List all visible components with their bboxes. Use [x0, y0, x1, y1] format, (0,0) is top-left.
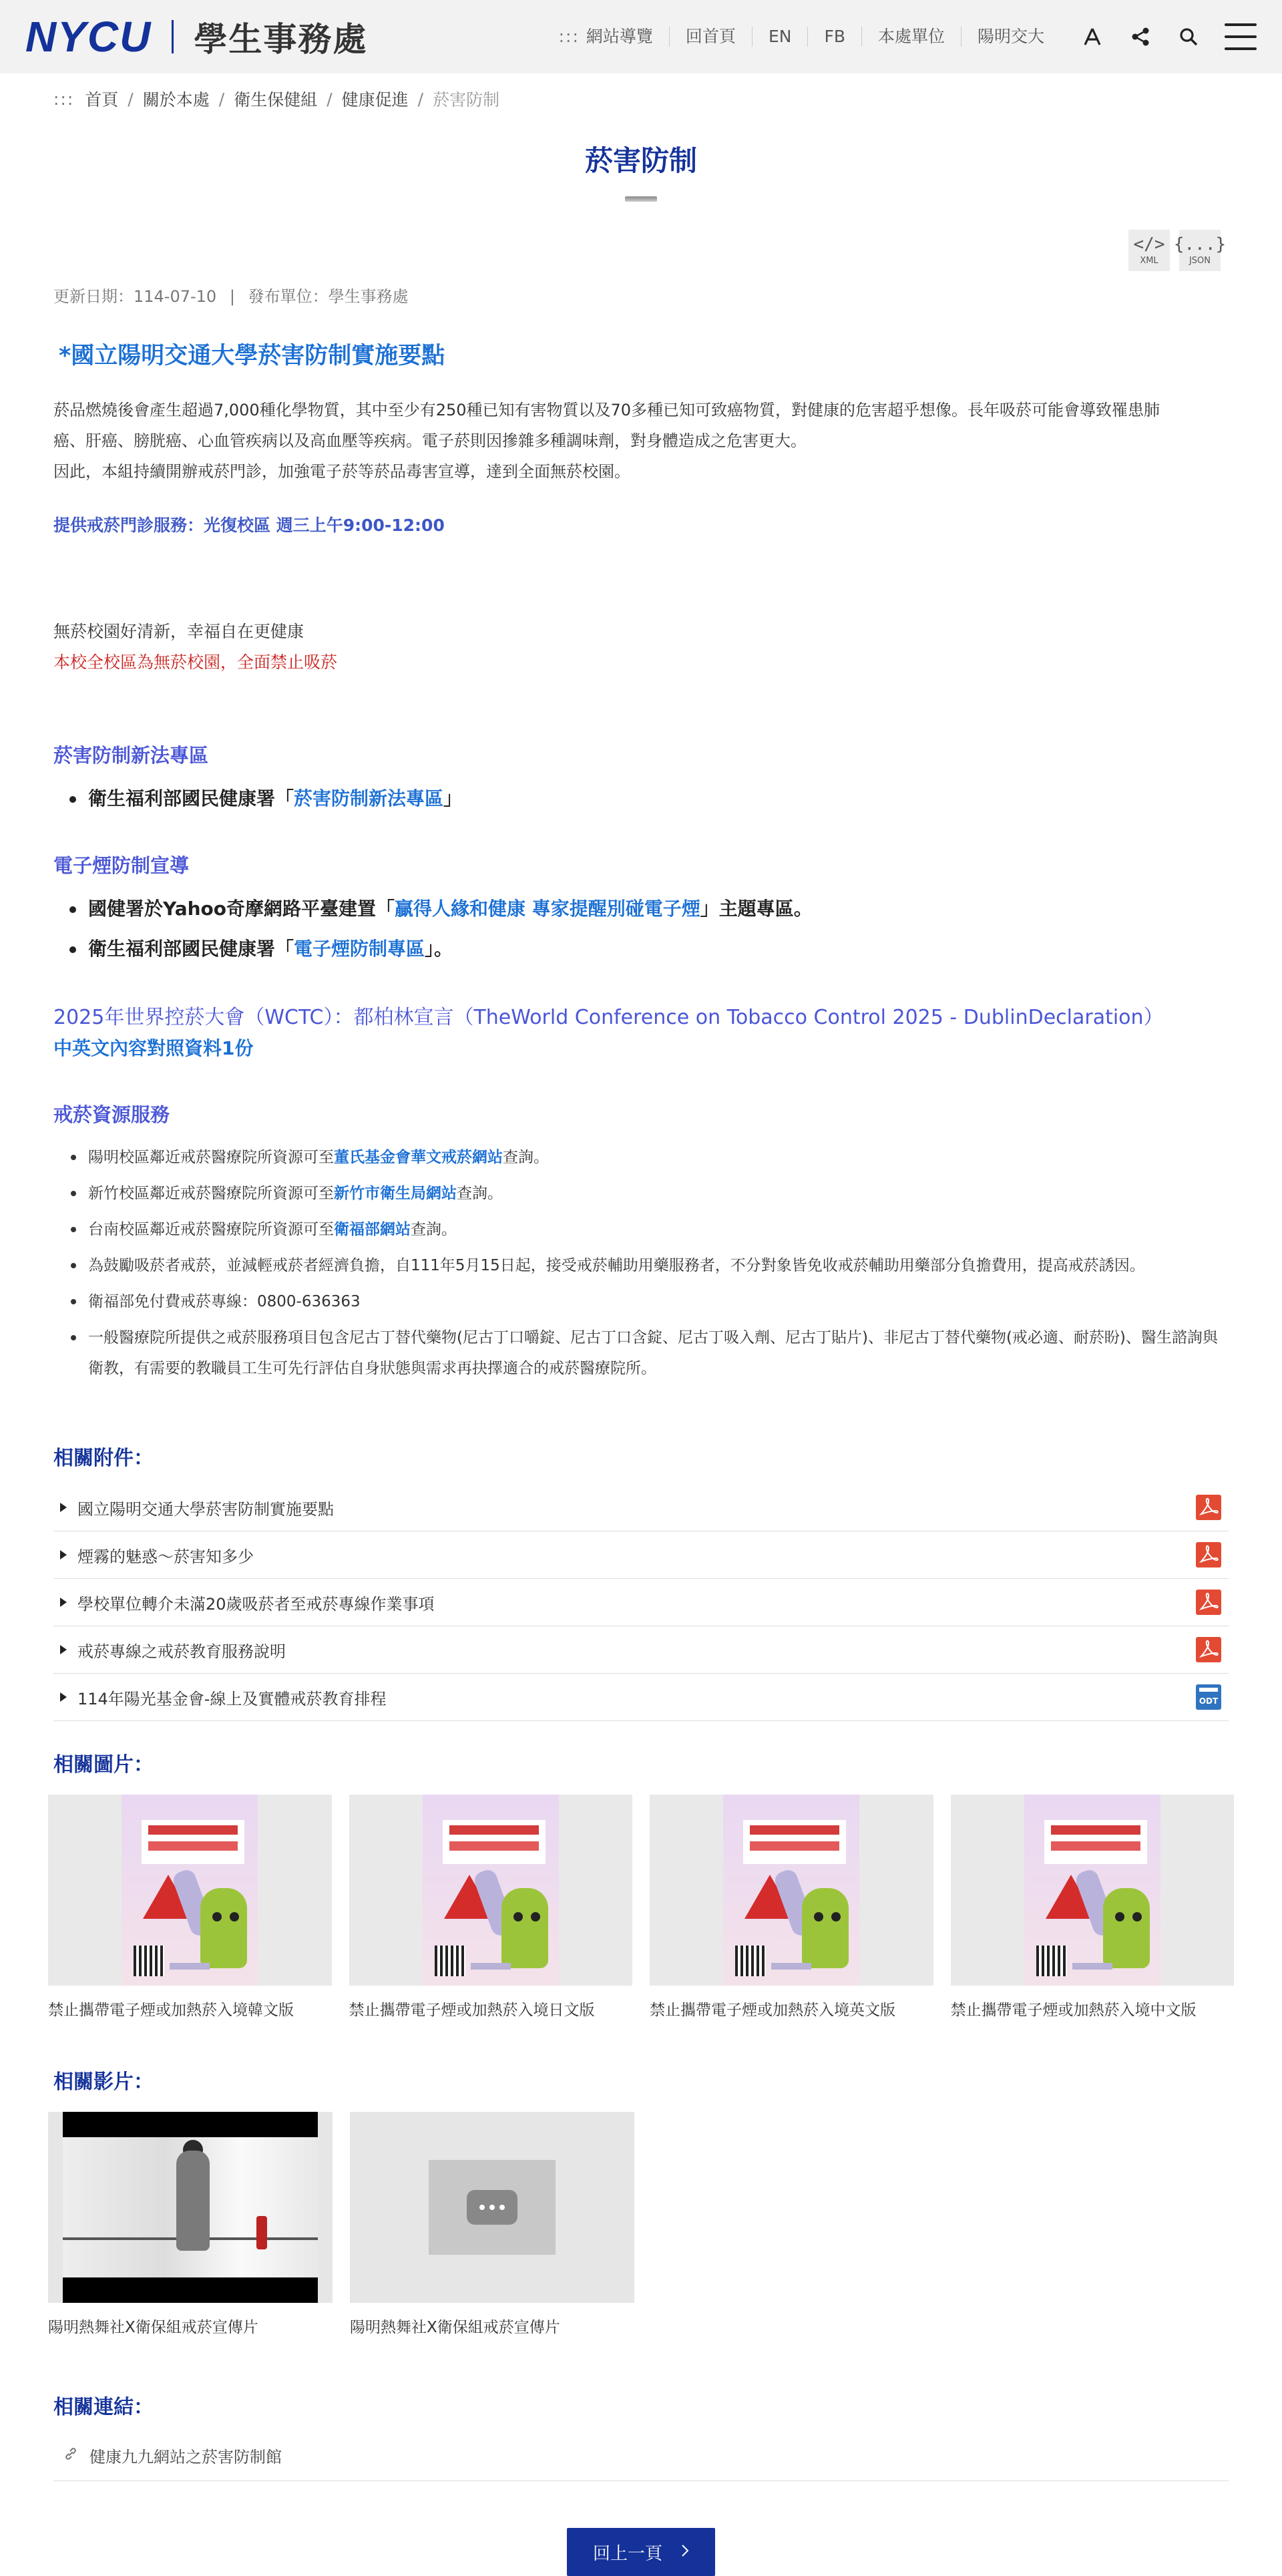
- pdf-icon[interactable]: [1195, 1589, 1222, 1616]
- video-caption: 陽明熱舞社X衛保組戒菸宣傳片: [48, 2319, 258, 2336]
- attachment-item[interactable]: [53, 1531, 1229, 1579]
- caret-right-icon: [60, 1503, 67, 1512]
- pictures-heading: 相關圖片：: [53, 1753, 154, 1777]
- json-label: JSON: [1189, 255, 1211, 266]
- videos-heading: 相關影片：: [53, 2070, 154, 2094]
- new-law-link[interactable]: 菸害防制新法專區: [294, 787, 444, 809]
- top-nav: [543, 27, 1060, 47]
- nav-facebook[interactable]: FB: [808, 27, 862, 47]
- header-tools: [1080, 25, 1201, 49]
- jtf-link[interactable]: 董氏基金會華文戒菸網站: [334, 1149, 503, 1166]
- breadcrumb: [0, 73, 1282, 111]
- clinic-info: 提供戒菸門診服務：光復校區 週三上午9:00-12:00: [53, 516, 445, 535]
- list-item: 國健署於Yahoo奇摩網路平臺建置「贏得人緣和健康 專家提醒別碰電子煙」主題專區。: [53, 893, 1229, 925]
- caret-right-icon: [60, 1598, 67, 1607]
- links-heading: 相關連結：: [53, 2396, 154, 2419]
- share-icon[interactable]: [1128, 25, 1152, 49]
- list-item: 為鼓勵吸菸者戒菸，並減輕戒菸者經濟負擔，自111年5月15日起，接受戒菸輔助用藥服務者，不分對象皆免收戒菸輔助用藥部分負擔費用，提高戒菸誘因。: [53, 1250, 1229, 1281]
- chevron-right-icon: [681, 2542, 689, 2562]
- hamburger-menu-icon[interactable]: [1225, 23, 1257, 50]
- search-icon[interactable]: [1177, 25, 1201, 49]
- picture-caption: 禁止攜帶電子煙或加熱菸入境中文版: [950, 2002, 1197, 2019]
- new-law-list: [53, 783, 1229, 815]
- breadcrumb-current: 菸害防制: [433, 90, 500, 110]
- poster-image: [723, 1795, 859, 1986]
- ecig-list: [53, 893, 1229, 965]
- intro-paragraph: [53, 395, 1229, 487]
- more-icon[interactable]: [467, 2190, 517, 2225]
- video-placeholder: [429, 2160, 556, 2255]
- ecig-zone-link[interactable]: 電子煙防制專區: [294, 938, 425, 960]
- picture-card[interactable]: [349, 1795, 633, 2020]
- site-name: 學生事務處: [194, 20, 368, 59]
- attachments-heading: 相關附件：: [53, 1447, 154, 1470]
- picture-caption: 禁止攜帶電子煙或加熱菸入境日文版: [349, 2002, 595, 2019]
- svg-text:ODT: ODT: [1199, 1696, 1219, 1706]
- nycu-logo: NYCU: [25, 13, 152, 61]
- xml-export-button[interactable]: [1128, 230, 1170, 271]
- back-wrap: [0, 2528, 1282, 2576]
- doc-title-link[interactable]: *國立陽明交通大學菸害防制實施要點: [59, 343, 445, 369]
- picture-thumbnail[interactable]: [48, 1795, 332, 1986]
- attachment-name[interactable]: 學校單位轉介未滿20歲吸菸者至戒菸專線作業事項: [77, 1594, 435, 1614]
- odt-icon[interactable]: [1195, 1684, 1222, 1710]
- page-title: 菸害防制: [584, 144, 697, 177]
- wctc-link[interactable]: 2025年世界控菸大會（WCTC）：都柏林宣言（TheWorld Conference on Tobacco Control 2025 - DublinDeclaration）: [53, 1006, 1164, 1029]
- attachment-list: [53, 1484, 1229, 1721]
- list-item: 新竹校區鄰近戒菸醫療院所資源可至新竹市衛生局網站查詢。: [53, 1178, 1229, 1209]
- list-item: 衛生福利部國民健康署「電子煙防制專區」。: [53, 933, 1229, 965]
- slogan-text: 無菸校園好清新，幸福自在更健康: [53, 622, 304, 641]
- picture-gallery: [0, 1795, 1282, 2020]
- list-item: 衛福部免付費戒菸專線：0800-636363: [53, 1286, 1229, 1317]
- caret-right-icon: [60, 1550, 67, 1559]
- back-button[interactable]: [567, 2528, 715, 2576]
- updated-date: 更新日期：114-07-10: [53, 287, 217, 306]
- accesskey-marker[interactable]: :::: [53, 89, 75, 109]
- breadcrumb-health-section[interactable]: 衛生保健組: [234, 90, 318, 110]
- page-meta: [53, 283, 1229, 307]
- intro-line: 菸品燃燒後會產生超過7,000種化學物質，其中至少有250種已知有害物質以及70多種已知可致癌物質，對健康的危害超乎想像。長年吸菸可能會導致罹患肺: [53, 401, 1160, 419]
- picture-thumbnail[interactable]: [951, 1795, 1235, 1986]
- video-thumbnail[interactable]: [48, 2112, 333, 2303]
- breadcrumb-health-promotion[interactable]: 健康促進: [341, 90, 409, 110]
- meta-divider: |: [229, 287, 235, 306]
- picture-card[interactable]: [48, 1795, 332, 2020]
- title-underline: [625, 196, 657, 202]
- slogan-block: [53, 616, 1229, 678]
- section-heading-resources: 戒菸資源服務: [53, 1103, 170, 1126]
- attachment-name[interactable]: 戒菸專線之戒菸教育服務說明: [77, 1642, 286, 1661]
- video-thumbnail[interactable]: [350, 2112, 634, 2303]
- logo-divider: [172, 20, 174, 53]
- attachment-item[interactable]: [53, 1674, 1229, 1721]
- no-smoking-notice: 本校全校區為無菸校園，全面禁止吸菸: [53, 653, 338, 672]
- intro-line: 因此，本組持續開辦戒菸門診，加強電子菸等菸品毒害宣導，達到全面無菸校園。: [53, 462, 630, 481]
- list-item: 一般醫療院所提供之戒菸服務項目包含尼古丁替代藥物(尼古丁口嚼錠、尼古丁口含錠、尼古丁吸入劑、尼古丁貼片)、非尼古丁替代藥物(戒必適、耐菸盼)、醫生諮詢與衛教，有需要的教職員工生可先行評估自身狀態與需求再抉擇適合的戒菸醫療院所。: [53, 1322, 1229, 1384]
- picture-caption: 禁止攜帶電子煙或加熱菸入境韓文版: [48, 2002, 294, 2019]
- video-card[interactable]: [48, 2112, 333, 2337]
- breadcrumb-home[interactable]: 首頁: [85, 90, 119, 110]
- breadcrumb-about[interactable]: 關於本處: [142, 90, 210, 110]
- poster-image: [122, 1795, 258, 1986]
- yahoo-topic-link[interactable]: 贏得人緣和健康 專家提醒別碰電子煙: [395, 898, 700, 920]
- section-heading-ecig: 電子煙防制宣導: [53, 854, 190, 877]
- pdf-icon[interactable]: [1195, 1636, 1222, 1663]
- nav-english[interactable]: EN: [753, 27, 809, 47]
- font-size-icon[interactable]: [1080, 25, 1104, 49]
- breadcrumb-separator: /: [417, 89, 424, 109]
- hsinchu-health-link[interactable]: 新竹市衛生局網站: [334, 1185, 457, 1202]
- nav-home[interactable]: 回首頁: [670, 27, 753, 47]
- related-link-label[interactable]: 健康九九網站之菸害防制館: [89, 2448, 282, 2466]
- nav-nycu[interactable]: 陽明交大: [977, 27, 1044, 46]
- xml-label: XML: [1140, 255, 1158, 266]
- section-heading-new-law: 菸害防制新法專區: [53, 744, 209, 767]
- braces-icon: {...}: [1173, 234, 1227, 254]
- poster-image: [423, 1795, 559, 1986]
- site-logo[interactable]: [25, 12, 367, 61]
- attachment-item[interactable]: [53, 1484, 1229, 1531]
- video-gallery: [0, 2112, 1282, 2337]
- pdf-icon[interactable]: [1195, 1494, 1222, 1521]
- picture-thumbnail[interactable]: [650, 1795, 933, 1986]
- related-link[interactable]: [53, 2434, 1229, 2481]
- list-item: 台南校區鄰近戒菸醫療院所資源可至衛福部網站查詢。: [53, 1214, 1229, 1245]
- nav-units[interactable]: 本處單位: [862, 27, 962, 47]
- mohw-link[interactable]: 衛福部網站: [334, 1221, 411, 1238]
- picture-thumbnail[interactable]: [349, 1795, 633, 1986]
- caret-right-icon: [60, 1692, 67, 1702]
- picture-caption: 禁止攜帶電子煙或加熱菸入境英文版: [650, 2002, 895, 2019]
- link-icon: [63, 2446, 79, 2466]
- attachment-name[interactable]: 114年陽光基金會-線上及實體戒菸教育排程: [77, 1689, 387, 1708]
- export-buttons: [0, 230, 1282, 271]
- video-frame: [63, 2112, 318, 2303]
- pdf-icon[interactable]: [1195, 1541, 1222, 1568]
- publisher: 發布單位：學生事務處: [248, 287, 409, 306]
- breadcrumb-separator: /: [128, 89, 134, 109]
- list-item: 衛生福利部國民健康署「菸害防制新法專區」: [53, 783, 1229, 815]
- site-header: [0, 0, 1282, 73]
- nav-sitemap[interactable]: ::: 網站導覽: [543, 27, 670, 47]
- main-content: [0, 283, 1282, 1721]
- attachment-name[interactable]: 煙霧的魅惑～菸害知多少: [77, 1547, 254, 1566]
- poster-image: [1024, 1795, 1160, 1986]
- picture-card[interactable]: [650, 1795, 933, 2020]
- caret-right-icon: [60, 1645, 67, 1654]
- links-section: [0, 2390, 1282, 2481]
- list-item: 陽明校區鄰近戒菸醫療院所資源可至董氏基金會華文戒菸網站查詢。: [53, 1142, 1229, 1173]
- picture-card[interactable]: [951, 1795, 1235, 2020]
- attachment-item[interactable]: [53, 1579, 1229, 1626]
- video-caption: 陽明熱舞社X衛保組戒菸宣傳片: [350, 2319, 560, 2336]
- back-label: 回上一頁: [592, 2543, 662, 2564]
- code-icon: </>: [1133, 234, 1165, 254]
- accesskey-marker[interactable]: :::: [558, 27, 580, 46]
- breadcrumb-separator: /: [327, 89, 333, 109]
- wctc-block: [53, 1002, 1229, 1064]
- attachment-name[interactable]: 國立陽明交通大學菸害防制實施要點: [77, 1499, 334, 1519]
- json-export-button[interactable]: [1173, 230, 1227, 271]
- attachment-item[interactable]: [53, 1626, 1229, 1674]
- video-card[interactable]: [350, 2112, 634, 2337]
- intro-line: 癌、肝癌、膀胱癌、心血管疾病以及高血壓等疾病。電子菸則因摻雜多種調味劑，對身體造成之危害更大。: [53, 431, 807, 450]
- wctc-doc-link[interactable]: 中英文內容對照資料1份: [53, 1037, 254, 1059]
- resource-list: [53, 1142, 1229, 1384]
- breadcrumb-separator: /: [218, 89, 225, 109]
